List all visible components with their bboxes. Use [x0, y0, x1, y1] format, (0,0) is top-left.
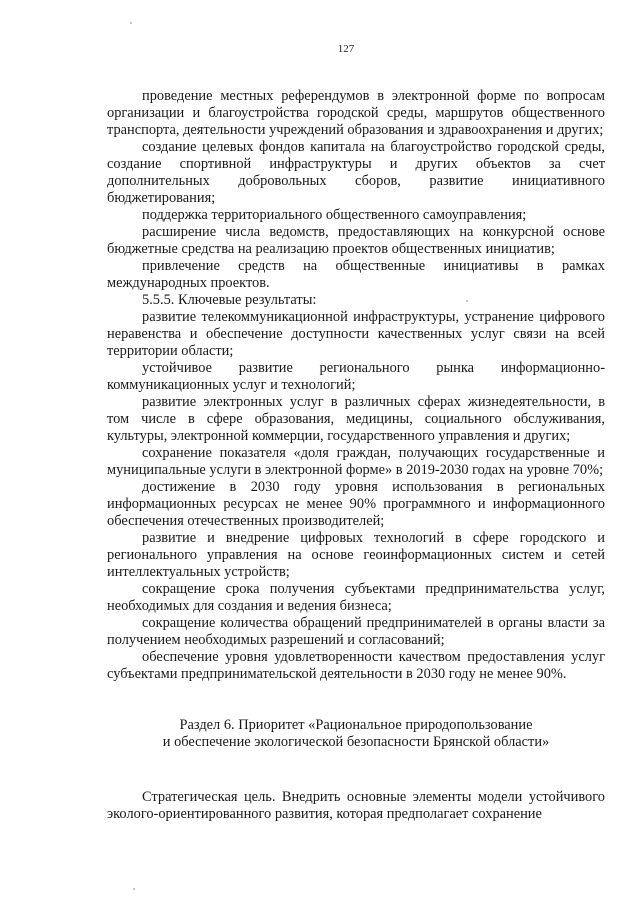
paragraph-service-time: сокращение срока получения субъектами предпринимательства услуг, необходимых для создания и ведения бизнеса;	[107, 581, 605, 614]
scan-speck	[130, 22, 132, 24]
paragraph-satisfaction-level: обеспечение уровня удовлетворенности качеством предоставления услуг субъектами предпринимательской деятельности в 2030 году не менее 90%.	[107, 649, 605, 682]
page-body	[107, 88, 605, 823]
paragraph-telecom-infrastructure: развитие телекоммуникационной инфраструктуры, устранение цифрового неравенства и обеспечение доступности качественных услуг связи на всей территории области;	[107, 309, 605, 359]
paragraph-entrepreneur-requests: сокращение количества обращений предпринимателей в органы власти за получением необходимых разрешений и согласований;	[107, 615, 605, 648]
section-heading-line-2: и обеспечение экологической безопасности Брянской области»	[162, 734, 550, 750]
paragraph-international-projects: привлечение средств на общественные инициативы в рамках международных проектов.	[107, 258, 605, 291]
paragraph-referendums: проведение местных референдумов в электронной форме по вопросам организации и благоустройства городской среды, маршрутов общественного транспорта, деятельности учреждений образования и здравоохранения и других;	[107, 88, 605, 138]
paragraph-electronic-services: развитие электронных услуг в различных сферах жизнедеятельности, в том числе в сфере образования, медицины, социального обслуживания, культуры, электронной коммерции, государственного управления и других;	[107, 394, 605, 444]
paragraph-capital-funds: создание целевых фондов капитала на благоустройство городской среды, создание спортивной инфраструктуры и других объектов за счет дополнительных добровольных сборов, развитие инициативного бюджетирования;	[107, 139, 605, 206]
section-key-results-title: 5.5.5. Ключевые результаты:	[142, 292, 317, 308]
paragraph-share-citizens: сохранение показателя «доля граждан, получающих государственные и муниципальные услуги в электронной форме» в 2019-2030 годах на уровне 70%;	[107, 445, 605, 478]
section-heading-line-1: Раздел 6. Приоритет «Рациональное природопользование	[179, 717, 533, 733]
paragraph-agencies: расширение числа ведомств, предоставляющих на конкурсной основе бюджетные средства на реализацию проектов общественных инициатив;	[107, 224, 605, 257]
page-number: 127	[337, 43, 355, 55]
paragraph-ict-market: устойчивое развитие регионального рынка информационно-коммуникационных услуг и технологий;	[107, 360, 605, 393]
paragraph-digital-technologies: развитие и внедрение цифровых технологий в сфере городского и регионального управления на основе геоинформационных систем и сетей интеллектуальных устройств;	[107, 530, 605, 580]
paragraph-strategic-goal: Стратегическая цель. Внедрить основные элементы модели устойчивого эколого-ориентированного развития, которая предполагает сохранение	[107, 789, 605, 822]
paragraph-domestic-software: достижение в 2030 году уровня использования в региональных информационных ресурсах не менее 90% программного и информационного обеспечения отечественных производителей;	[107, 479, 605, 529]
scan-speck	[133, 888, 135, 890]
section-heading	[107, 717, 605, 751]
scan-speck	[466, 300, 468, 302]
paragraph-self-government: поддержка территориального общественного самоуправления;	[142, 207, 527, 223]
